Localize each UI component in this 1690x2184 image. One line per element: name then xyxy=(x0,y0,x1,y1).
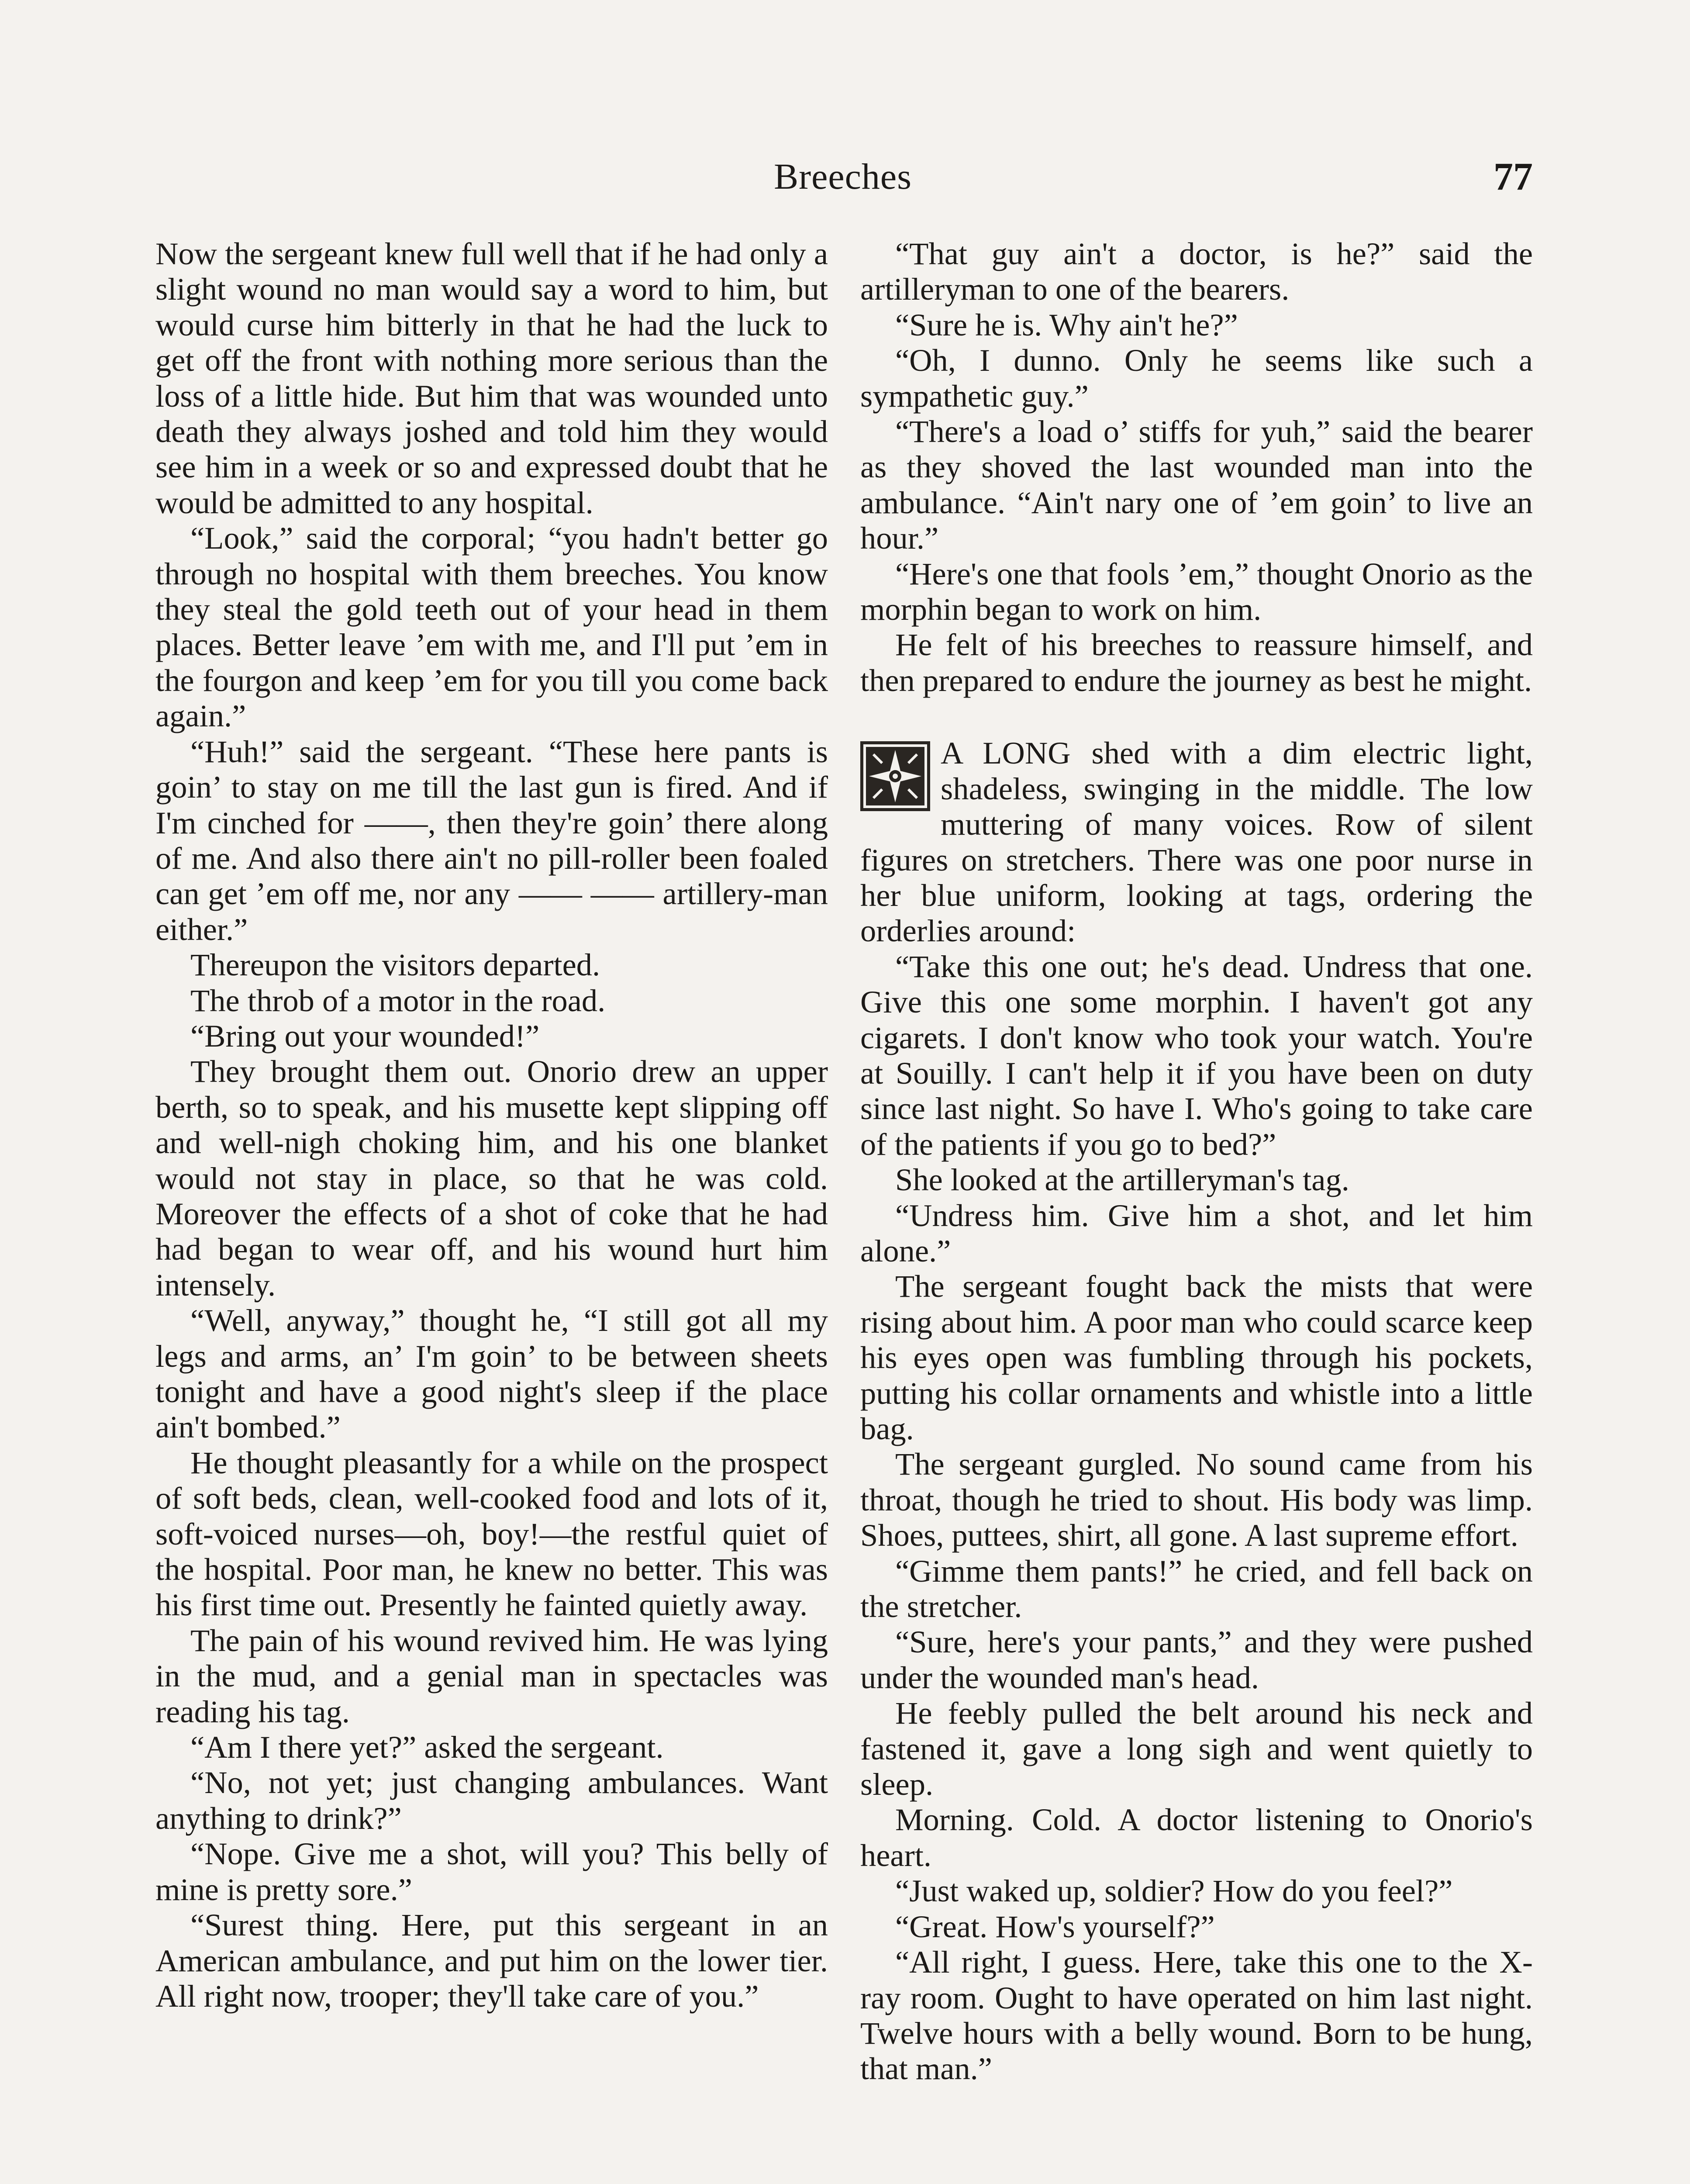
paragraph: Now the sergeant knew full well that if he had only a slight wound no man would say a word to him, but would curse him bitterly in that he had the luck to get off the front with nothing more serious than the loss of a little hide. But him that was wounded unto death they always joshed and told him they would see him in a week or so and expressed doubt that he would be admitted to any hospital. xyxy=(155,236,828,520)
paragraph: The sergeant gurgled. No sound came from his throat, though he tried to shout. His body was limp. Shoes, puttees, shirt, all gone. A last supreme effort. xyxy=(860,1446,1533,1553)
paragraph: “Well, anyway,” thought he, “I still got all my legs and arms, an’ I'm goin’ to be between sheets tonight and have a good night's sleep if the place ain't bombed.” xyxy=(155,1303,828,1445)
paragraph: “Sure he is. Why ain't he?” xyxy=(895,307,1238,342)
paragraph: She looked at the artilleryman's tag. xyxy=(895,1162,1349,1198)
paragraph: “Huh!” said the sergeant. “These here pants is goin’ to stay on me till the last gun is fired. And if I'm cinched for ——, then they're goin’ there along of me. And also there ain't no pill-roller been foaled can get ’em off me, nor any —— —— artillery-man either.” xyxy=(155,733,828,947)
paragraph: “Sure, here's your pants,” and they were pushed under the wounded man's head. xyxy=(860,1624,1533,1695)
paragraph: “Take this one out; he's dead. Undress that one. Give this one some morphin. I haven't got any cigarets. I don't know who took your watch. You're at Souilly. I can't help it if you have been on duty since last night. So have I. Who's going to take care of the patients if you go to bed?” xyxy=(860,948,1533,1162)
page-number: 77 xyxy=(1493,155,1533,198)
paragraph: A LONG shed with a dim electric light, shadeless, swinging in the middle. The low muttering of many voices. Row of silent figures on stretchers. There was one poor nurse in her blue uniform, looking at tags, ordering the orderlies around: xyxy=(860,735,1533,949)
paragraph: The throb of a motor in the road. xyxy=(190,982,606,1018)
paragraph: “Surest thing. Here, put this sergeant in an American ambulance, and put him on the lower tier. All right now, trooper; they'll take care of you.” xyxy=(155,1907,828,2014)
page-header xyxy=(153,149,1533,205)
paragraph: “Great. How's yourself?” xyxy=(895,1908,1215,1944)
paragraph: “All right, I guess. Here, take this one to the X-ray room. Ought to have operated on him last night. Twelve hours with a belly wound. Born to be hung, that man.” xyxy=(860,1944,1533,2087)
paragraph: “That guy ain't a doctor, is he?” said the artilleryman to one of the bearers. xyxy=(860,236,1533,307)
paragraph: “Look,” said the corporal; “you hadn't better go through no hospital with them breeches. You know they steal the gold teeth out of your head in them places. Better leave ’em with me, and I'll put ’em in the fourgon and keep ’em for you till you come back again.” xyxy=(155,520,828,734)
paragraph: “Just waked up, soldier? How do you feel?” xyxy=(895,1873,1453,1909)
paragraph: “Bring out your wounded!” xyxy=(190,1018,540,1054)
section-ornament-icon xyxy=(860,741,930,811)
paragraph: “There's a load o’ stiffs for yuh,” said the bearer as they shoved the last wounded man into the ambulance. “Ain't nary one of ’em goin’ to live an hour.” xyxy=(860,414,1533,556)
paragraph: “Oh, I dunno. Only he seems like such a sympathetic guy.” xyxy=(860,342,1533,414)
section-break xyxy=(860,698,1533,735)
paragraph: “Gimme them pants!” he cried, and fell back on the stretcher. xyxy=(860,1553,1533,1624)
paragraph: Thereupon the visitors departed. xyxy=(190,947,600,983)
paragraph: They brought them out. Onorio drew an upper berth, so to speak, and his musette kept slipping off and well-nigh choking him, and his one blanket would not stay in place, so that he was cold. Moreover the effects of a shot of coke that he had had began to wear off, and his wound hurt him intensely. xyxy=(155,1054,828,1303)
paragraph: The pain of his wound revived him. He was lying in the mud, and a genial man in spectacles was reading his tag. xyxy=(155,1622,828,1729)
paragraph: “Am I there yet?” asked the sergeant. xyxy=(190,1729,664,1765)
paragraph: “Nope. Give me a shot, will you? This belly of mine is pretty sore.” xyxy=(155,1836,828,1907)
paragraph: “Undress him. Give him a shot, and let him alone.” xyxy=(860,1197,1533,1268)
right-column xyxy=(860,236,1533,2087)
paragraph: He thought pleasantly for a while on the prospect of soft beds, clean, well-cooked food and lots of it, soft-voiced nurses—oh, boy!—the restful quiet of the hospital. Poor man, he knew no better. This was his first time out. Presently he fainted quietly away. xyxy=(155,1444,828,1623)
paragraph: “No, not yet; just changing ambulances. Want anything to drink?” xyxy=(155,1765,828,1836)
left-column xyxy=(155,236,828,2014)
section-opening xyxy=(860,735,1533,948)
paragraph: Morning. Cold. A doctor listening to Onorio's heart. xyxy=(860,1802,1533,1873)
paragraph: “Here's one that fools ’em,” thought Onorio as the morphin began to work on him. xyxy=(860,556,1533,627)
paragraph: He felt of his breeches to reassure himself, and then prepared to endure the journey as best he might. xyxy=(860,627,1533,698)
paragraph: The sergeant fought back the mists that were rising about him. A poor man who could scarce keep his eyes open was fumbling through his pockets, putting his collar ornaments and whistle into a little bag. xyxy=(860,1268,1533,1446)
running-title: Breeches xyxy=(774,156,912,197)
paragraph: He feebly pulled the belt around his neck and fastened it, gave a long sigh and went quietly to sleep. xyxy=(860,1695,1533,1802)
